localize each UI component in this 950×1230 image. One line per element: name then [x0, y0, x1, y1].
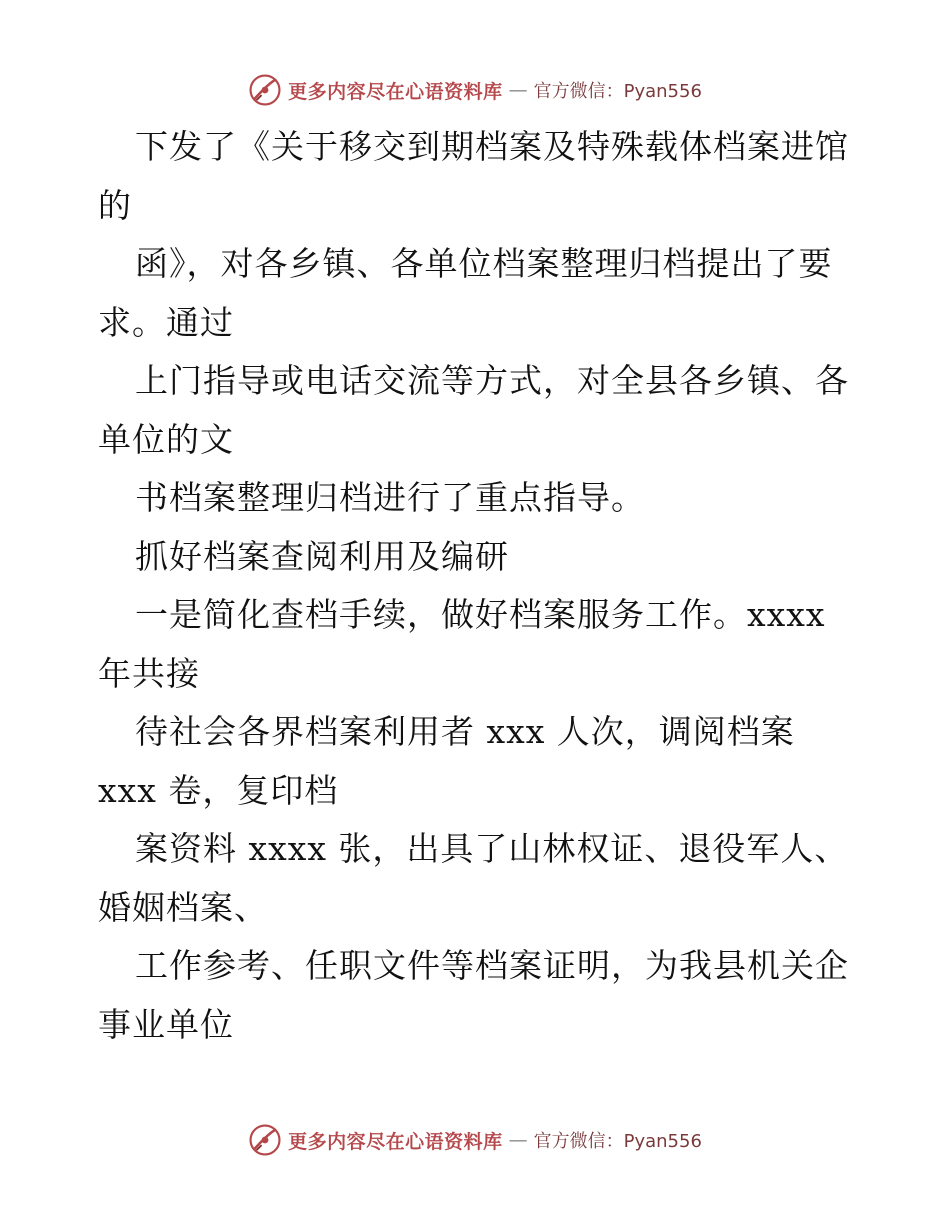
header-dash: —: [508, 79, 528, 101]
pen-logo-icon: [248, 1123, 282, 1157]
body-line-6: [98, 586, 858, 703]
body-line-7-text: 待社会各界档案利用者 xxx 人次，调阅档案 xxx 卷，复印档: [98, 712, 807, 810]
body-line-1-text: 下发了《关于移交到期档案及特殊载体档案进馆的: [98, 127, 849, 225]
body-line-4: [98, 469, 858, 528]
body-line-3: [98, 352, 858, 469]
body-line-5: [98, 528, 858, 587]
footer-wechat-text: 官方微信：Pyan556: [533, 1131, 702, 1152]
body-line-8: [98, 820, 858, 937]
body-line-6-text: 一是简化查档手续，做好档案服务工作。xxxx 年共接: [98, 595, 837, 693]
body-line-5-text: 抓好档案查阅利用及编研: [135, 536, 509, 576]
body-line-8-text: 案资料 xxxx 张，出具了山林权证、退役军人、婚姻档案、: [98, 829, 849, 927]
body-line-2-text: 函》，对各乡镇、各单位档案整理归档提出了要求。通过: [98, 244, 833, 342]
footer-banner: [0, 1120, 950, 1160]
body-line-4-text: 书档案整理归档进行了重点指导。: [135, 478, 645, 517]
header-brand-text: 更多内容尽在心语资料库: [288, 80, 503, 103]
body-line-3-text: 上门指导或电话交流等方式，对全县各乡镇、各单位的文: [98, 361, 849, 459]
footer-brand-text: 更多内容尽在心语资料库: [288, 1130, 503, 1153]
header-banner: [0, 70, 950, 110]
body-line-2: [98, 235, 858, 352]
body-line-1: [98, 118, 858, 235]
header-wechat-text: 官方微信：Pyan556: [533, 81, 702, 102]
header-banner-inner: [248, 73, 702, 107]
body-line-7: [98, 703, 858, 820]
body-line-9: [98, 937, 858, 1054]
document-body: [98, 118, 858, 1054]
footer-dash: —: [508, 1129, 528, 1151]
pen-logo-icon: [248, 73, 282, 107]
body-line-9-text: 工作参考、任职文件等档案证明，为我县机关企事业单位: [98, 946, 849, 1044]
footer-banner-inner: [248, 1123, 702, 1157]
